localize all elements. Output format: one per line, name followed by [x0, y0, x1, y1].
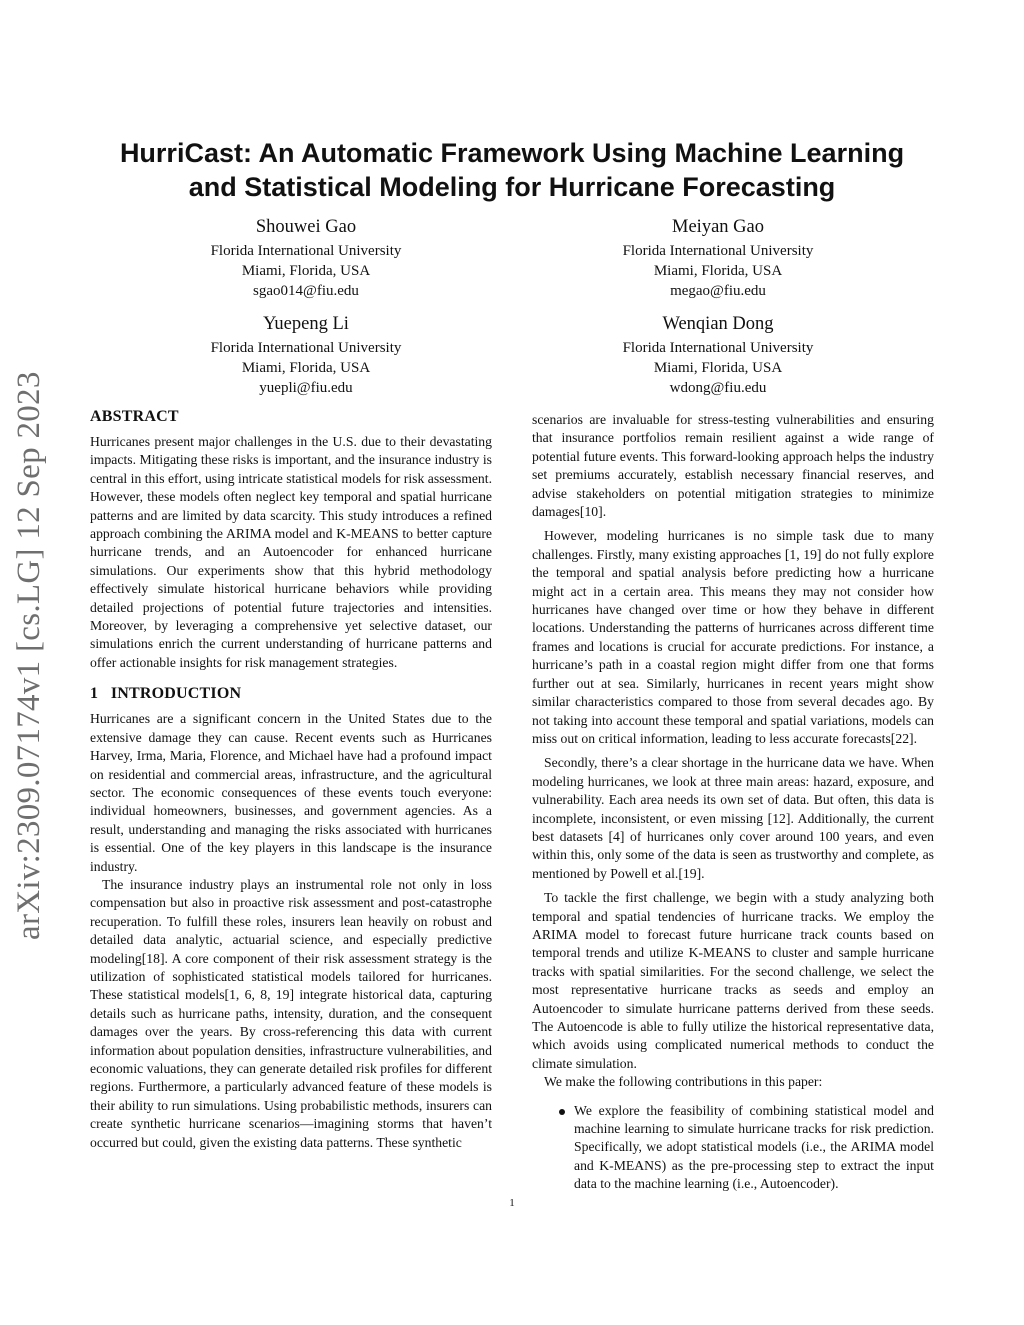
- author-name: Yuepeng Li: [263, 314, 349, 334]
- author-email: yuepli@fiu.edu: [259, 380, 353, 396]
- arxiv-sidebar-stamp: [3, 350, 73, 950]
- author-location: Miami, Florida, USA: [653, 360, 783, 376]
- author-email: wdong@fiu.edu: [669, 380, 767, 396]
- bullet-icon: [559, 1109, 565, 1115]
- author-name: Wenqian Dong: [662, 314, 774, 334]
- author-location: Miami, Florida, USA: [653, 263, 783, 279]
- author-location: Miami, Florida, USA: [241, 263, 371, 279]
- author-block-2: [553, 216, 883, 301]
- author-affiliation: Florida International University: [622, 340, 814, 356]
- right-column: [532, 411, 934, 1194]
- contribution-list-item: [532, 1102, 934, 1194]
- intro-paragraph-3: scenarios are invaluable for stress-testing vulnerabilities and ensuring that insurance portfolios remain resilient against a wide range of potential future events. This forward-looking approach helps the industry set premiums accurately, establish necessary financial reserves, and advise stakeholders on potential mitigation strategies to minimize damages[10].: [532, 412, 934, 520]
- abstract-text: Hurricanes present major challenges in the U.S. due to their devastating impacts. Mitigating these risks is important, and the insurance industry is central in this effort, using intricate statistical models for risk assessment. However, these models often neglect key temporal and spatial hurricane patterns and are limited by data scarcity. This study introduces a refined approach combining the ARIMA model and K-MEANS to better capture hurricane trends, and an Autoencoder for enhanced hurricane simulations. Our experiments show that this hybrid methodology effectively simulate historical hurricane behaviors while providing detailed projections of potential future trajectories and intensities. Moreover, by leveraging a comprehensive yet selective dataset, our simulations enrich the current understanding of hurricane patterns and offer actionable insights for risk management strategies.: [90, 434, 492, 670]
- author-name: Meiyan Gao: [672, 217, 764, 237]
- intro-paragraph-5: Secondly, there’s a clear shortage in the hurricane data we have. When modeling hurricanes, we look at three main areas: hazard, exposure, and vulnerability. Each area needs its own set of data. But often, this data is incomplete, inconsistent, or even missing [12]. Additionally, the current best datasets [4] of hurricanes only cover around 100 years, and even within this, only some of the data is seen as trustworthy and complete, as mentioned by Powell et al.[19].: [532, 755, 934, 881]
- author-email: sgao014@fiu.edu: [253, 283, 359, 299]
- section-number: 1: [90, 685, 99, 703]
- intro-paragraph-6: To tackle the first challenge, we begin with a study analyzing both temporal and spatial tendencies of hurricane tracks. We employ the ARIMA model to forecast future hurricane track counts based on temporal trends and utilize K-MEANS to cluster and sample hurricane tracks with spatial similarities. For the second challenge, we select the most representative hurricane tracks as seeds and employ an Autoencoder to simulate hurricane patterns derived from these seeds. The Autoencode is able to fully utilize the historical representative data, which avoids using complicated numerical methods to conduct the climate simulation.: [532, 890, 934, 1071]
- intro-paragraph-1: Hurricanes are a significant concern in the United States due to the extensive damage they can cause. Recent events such as Hurricanes Harvey, Irma, Maria, Florence, and Michael have had a profound impact on residential and commercial areas, infrastructure, and the agricultural sector. The economic consequences of these events touch everyone: individual homeowners, businesses, and government agencies. As a result, understanding and managing the risks associated with hurricanes is essential. One of the key players in this landscape is the insurance industry.: [90, 711, 492, 874]
- contribution-text: We explore the feasibility of combining statistical model and machine learning to simulate hurricane tracks for risk prediction. Specifically, we adopt statistical models (i.e., the ARIMA model and K-MEANS) as the pre-processing step to extract the input data to the machine learning (i.e., Autoencoder).: [574, 1102, 934, 1192]
- page-number: 1: [509, 1197, 515, 1209]
- author-email: megao@fiu.edu: [670, 283, 766, 299]
- author-affiliation: Florida International University: [210, 243, 402, 259]
- arxiv-identifier: arXiv:2309.07174v1 [cs.LG] 12 Sep 2023: [11, 371, 47, 940]
- section-heading-introduction: [90, 684, 492, 704]
- intro-paragraph-2: The insurance industry plays an instrumental role not only in loss compensation but also in proactive risk assessment and post-catastrophe recuperation. To fulfill these roles, insurers lean heavily on robust and detailed data analytic, actuarial science, and especially predictive modeling[18]. A core component of their risk assessment strategy is the utilization of sophisticated statistical models tailored for hurricanes. These statistical models[1, 6, 8, 19] integrate historical data, capturing details such as hurricane paths, intensity, duration, and the consequent damages over the years. By cross-referencing this data with current information about population densities, infrastructure vulnerabilities, and economic valuations, they can generate detailed risk profiles for different regions. Furthermore, a particularly advanced feature of these models is their ability to run simulations. Using probabilistic methods, insurers can create synthetic hurricane scenarios—imagining storms that haven’t occurred but could, given the existing data patterns. These synthetic: [90, 876, 492, 1150]
- left-column: [90, 407, 492, 1152]
- author-block-4: [553, 313, 883, 398]
- abstract-heading: ABSTRACT: [90, 408, 179, 425]
- intro-paragraph-7: We make the following contributions in this paper:: [544, 1074, 823, 1090]
- author-name: Shouwei Gao: [255, 217, 357, 237]
- title-line-2: and Statistical Modeling for Hurricane Forecasting: [188, 172, 836, 202]
- author-block-3: [141, 313, 471, 398]
- author-affiliation: Florida International University: [210, 340, 402, 356]
- title-line-1: HurriCast: An Automatic Framework Using Machine Learning: [119, 138, 905, 168]
- intro-paragraph-4: However, modeling hurricanes is no simple task due to many challenges. Firstly, many existing approaches [1, 19] do not fully explore the temporal and spatial analysis before predicting how a hurricane might act in a certain area. This means they may not consider how hurricanes have changed over time or how they behave in different locations. Understanding the patterns of hurricanes across different time frames and locations is crucial for accurate predictions. For instance, a hurricane’s path in a coastal region might differ from one that forms further out at sea. Similarly, hurricanes in recent years might show similar characteristics compared to those from several decades ago. By not taking into account these temporal and spatial variations, models can miss out on critical information, leading to less accurate forecasts[22].: [532, 528, 934, 746]
- section-title: INTRODUCTION: [110, 685, 242, 703]
- paper-title: [60, 136, 964, 204]
- author-block-1: [141, 216, 471, 301]
- author-affiliation: Florida International University: [622, 243, 814, 259]
- author-location: Miami, Florida, USA: [241, 360, 371, 376]
